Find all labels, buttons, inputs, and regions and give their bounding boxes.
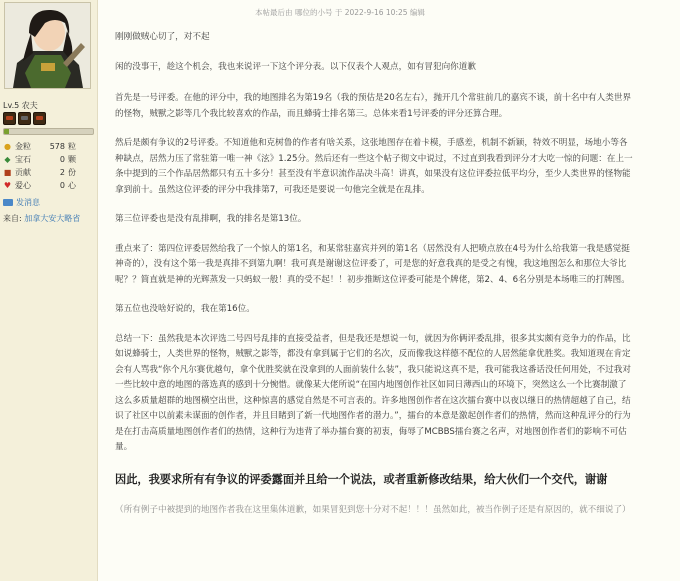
stat-label: 爱心 (15, 181, 31, 190)
post-paragraph: 闲的没事干，趁这个机会，我也来说评一下这个评分表。以下仅表个人观点，如有冒犯向你道歉 (115, 61, 476, 72)
stat-row-gem (3, 153, 95, 166)
medal-row (3, 112, 46, 125)
post-body (115, 30, 635, 532)
medal-icon[interactable] (33, 112, 46, 125)
stat-value: 578 (49, 142, 65, 151)
avatar-image (5, 3, 90, 88)
stat-unit: 颗 (68, 155, 76, 164)
location-label: 来自: (3, 214, 22, 223)
user-level: Lv.5 农夫 (3, 101, 38, 110)
gold-coin-icon: ● (4, 142, 11, 151)
post-headline: 因此，我要求所有有争议的评委露面并且给一个说法，或者重新修改结果，给大伙们一个交代，谢谢 (115, 472, 608, 486)
stat-row-gold (3, 140, 95, 153)
send-message-label: 发消息 (16, 198, 40, 207)
post-paragraph: 第三位评委也是没有乱排啊，我的排名是第13位。 (115, 214, 307, 224)
level-progress-fill (4, 129, 9, 134)
user-stats (3, 140, 95, 192)
stat-label: 贡献 (15, 168, 31, 177)
envelope-icon (3, 199, 13, 206)
level-progress-bar (3, 128, 94, 135)
stat-value: 0 (59, 155, 65, 164)
stat-value: 2 (59, 168, 65, 177)
post-paragraph: 刚刚做贼心切了，对不起 (115, 32, 210, 42)
post-paragraph: 总结一下：虽然我是本次评选二号四号乱排的直接受益者，但是我还是想说一句，就因为你俩评委乱排，很多其实颇有竞争力的作品，比如说蜂骑士，人类世界的怪物，贼獸之影等，都没有拿到属于它们的名次，反而像我这样德不配位的人居然能拿优胜奖。我知道现在肯定会有人骂我“你个凡尔赛优越句，拿个优胜奖就在没拿到的人面前装什么装”，我只能说这真不是，我可能我这番话没任何用处，不过我对一些比较中意的地图的落选真的感到十分惋惜。就像某大佬所说“在国内地图创作社区如同日薄西山的环境下，突然这么一个比赛制激了这么多质量超群的地图横空出世，这种惊喜的感觉自然是不可言表的。许多地图创作者在这次擂台赛中以夜以继日的热情超越了自己，结识了社区中以前素未谋面的创作者，并且目睹到了新一代地图作者的潜力。”，擂台的本意是激起创作者们的热情，然而这种乱评分的行为是在打击高质量地图创作者们的热情，这种行为违背了举办擂台赛的初衷，侮辱了MCBBS擂台赛之名声，对地图创作者们的影响不可估量。 (115, 333, 631, 452)
medal-icon[interactable] (18, 112, 31, 125)
stat-label: 宝石 (15, 155, 31, 164)
location-value[interactable]: 加拿大安大略省 (24, 214, 81, 223)
post-footnote: （所有例子中被提到的地图作者我在这里集体道歉，如果冒犯到您十分对不起！！！虽然如此，被当作例子还是有原因的，就不细说了） (115, 504, 631, 515)
stat-label: 金粒 (15, 142, 31, 151)
stat-row-love (3, 179, 95, 192)
stat-value: 0 (59, 181, 65, 190)
post-paragraph: 重点来了：第四位评委居然给我了一个惊人的第1名，和某常驻嘉宾并列的第1名（居然没有人把喷点放在4号为什么给我第一我是感觉挺神奇的），没有这个第一我是真排不到第九啊！我可真是谢谢这位评委了，可是您的好意我真的是受之有愧，我这地图怎么和那位大爷比呢？？简直就是神的光辉蒸发一只蚂蚁一般！真的受不起！！初步推断这位评委可能是个牌佬，第2、4、6名分别是本场唯三的打牌图。 (115, 243, 630, 285)
send-message-link[interactable] (3, 197, 40, 208)
avatar[interactable] (4, 2, 91, 89)
post-paragraph: 第五位也没啥好说的，我在第16位。 (115, 304, 255, 314)
medal-icon[interactable] (3, 112, 16, 125)
stat-unit: 份 (68, 168, 76, 177)
stat-row-contribution (3, 166, 95, 179)
stat-unit: 粒 (68, 142, 76, 151)
stat-unit: 心 (68, 181, 76, 190)
contribution-icon: ■ (3, 168, 12, 177)
user-sidebar (0, 0, 98, 581)
post-paragraph: 然后是颇有争议的2号评委。不知道他和克树鲁的作者有啥关系，这张地图存在着卡模，手感差，机制不新颖，特效不明显，场地小等各种缺点，居然力压了常驻第一唯一神《泫》1.25分。然后还有一些这个帖子彻文中说过，不过直到我看到评分才大吃一惊的问题：在上一条中提到的三个作品居然都只有五十多分！甚至没有半意识流作品决斗高！讲真，如果没有这位评委拉低平均分，至少人类世界的怪物能拿到前十。虽然这位评委的评分中我排第7，可我还是要说一句他完全就是在乱排。 (115, 138, 633, 195)
heart-icon: ♥ (3, 181, 12, 190)
post-paragraph: 首先是一号评委。在他的评分中，我的地图排名为第19名（我的预估是20名左右），抛开几个常驻前几的嘉宾不谈，前十名中有人类世界的怪物，贼獸之影等几个我比较喜欢的作品，而且蜂骑士排名第三。总体来看1号评委的评分还算合理。 (115, 93, 632, 119)
gem-icon: ◆ (4, 155, 11, 164)
user-location (3, 213, 80, 224)
post-edit-meta: 本帖最后由 哪位的小号 于 2022-9-16 10:25 编辑 (255, 8, 425, 17)
